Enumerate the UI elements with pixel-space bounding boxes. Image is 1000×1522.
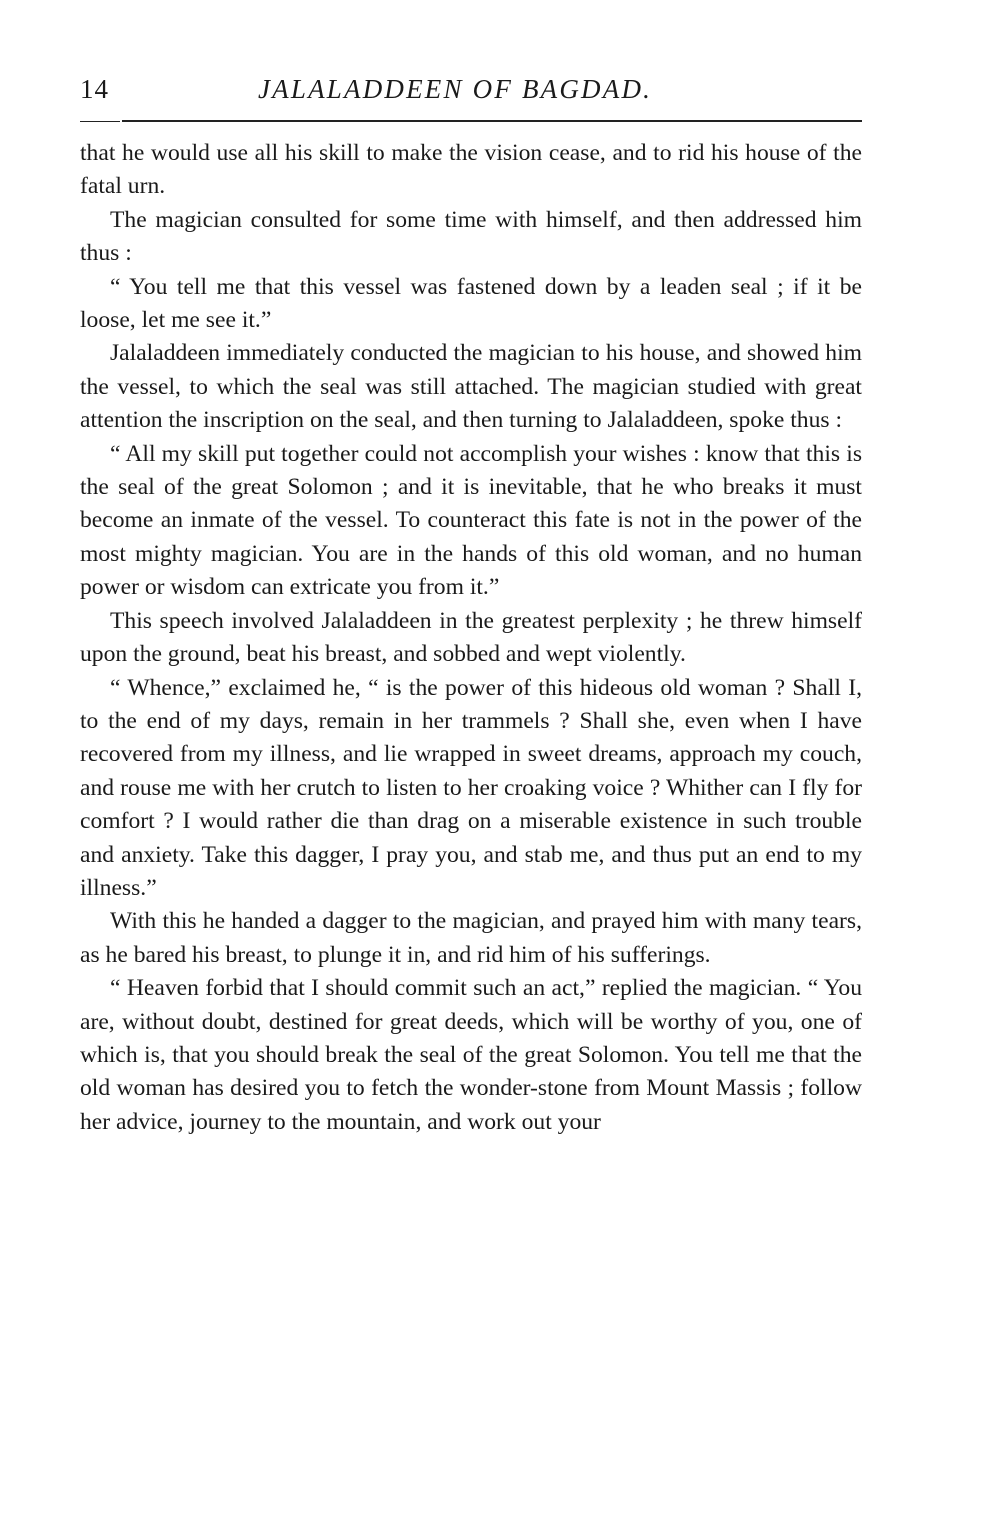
paragraph: With this he handed a dagger to the magician, and prayed him with many tears, as he bared his breast, to plunge it in, and rid him of his sufferings. bbox=[80, 908, 862, 968]
page-number: 14 bbox=[80, 74, 109, 104]
header-rule-short bbox=[80, 121, 120, 122]
paragraph: “ All my skill put together could not accomplish your wishes : know that this is the seal of the great Solomon ; and it is inevitable, that he who breaks it must become an inmate of the vessel. To counteract this fate is not in the power of the most mighty magician. You are in the hands of this old woman, and no human power or wisdom can extricate you from it.” bbox=[80, 440, 862, 601]
paragraph: The magician consulted for some time with himself, and then addressed him thus : bbox=[80, 206, 862, 267]
paragraph-continued: that he would use all his skill to make the vision cease, and to rid his house of the fatal urn. bbox=[80, 140, 862, 200]
body-text bbox=[80, 137, 862, 1139]
header-rule-long bbox=[122, 120, 862, 122]
paragraph: “ Whence,” exclaimed he, “ is the power of this hideous old woman ? Shall I, to the end of my days, remain in her trammels ? Shall she, even when I have recovered from my illness, and lie wrapped in sweet dreams, approach my couch, and rouse me with her crutch to listen to her croaking voice ? Whither can I fly for comfort ? I would rather die than drag on a miserable existence in such trouble and anxiety. Take this dagger, I pray you, and stab me, and thus put an end to my illness.” bbox=[80, 674, 862, 901]
paragraph: “ You tell me that this vessel was fastened down by a leaden seal ; if it be loose, let me see it.” bbox=[80, 273, 862, 334]
book-page bbox=[80, 60, 862, 1139]
running-title: JALALADDEEN OF BAGDAD. bbox=[258, 74, 653, 104]
header-rule bbox=[80, 117, 862, 129]
page-header bbox=[80, 60, 862, 104]
paragraph: Jalaladdeen immediately conducted the magician to his house, and showed him the vessel, to which the seal was still attached. The magician studied with great attention the inscription on the seal, and then turning to Jalaladdeen, spoke thus : bbox=[80, 340, 862, 434]
paragraph: “ Heaven forbid that I should commit such an act,” replied the magician. “ You are, without doubt, destined for great deeds, which will be worthy of you, one of which is, that you should break the seal of the great Solomon. You tell me that the old woman has desired you to fetch the wonder-stone from Mount Massis ; follow her advice, journey to the mountain, and work out your bbox=[80, 975, 862, 1135]
paragraph: This speech involved Jalaladdeen in the greatest perplexity ; he threw himself upon the ground, beat his breast, and sobbed and wept violently. bbox=[80, 607, 862, 668]
